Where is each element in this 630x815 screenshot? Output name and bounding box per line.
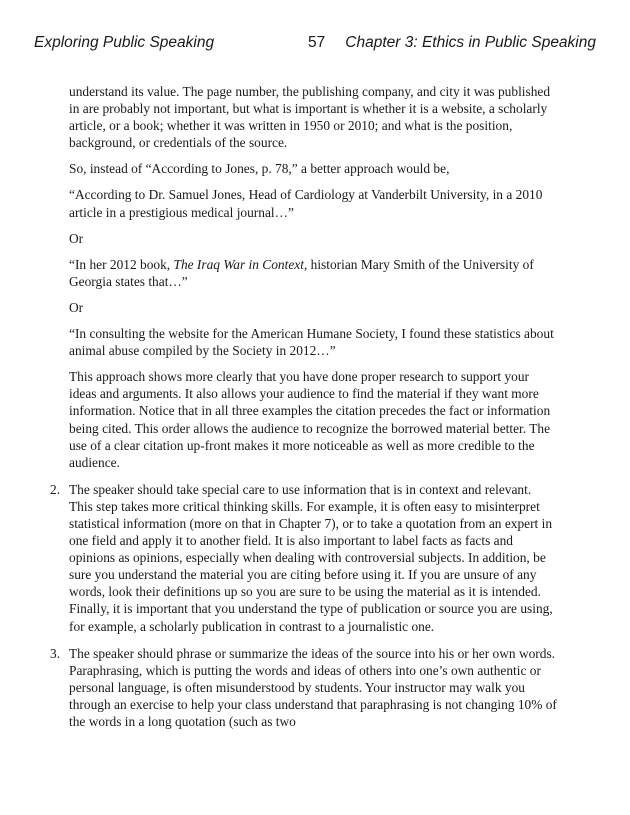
paragraph: So, instead of “According to Jones, p. 78,” a better approach would be,	[69, 161, 450, 177]
paragraph: This approach shows more clearly that you have done proper research to support your ideas and arguments. It also allows your audience to find the material if they want more information. Notice that in all three examples the citation precedes the fact or information being cited. This order allows the audience to recognize the borrowed material better. The use of a clear citation up-front makes it more noticeable as well as more credible to the audience.	[69, 369, 551, 470]
book-title-italic: The Iraq War in Context	[173, 256, 304, 272]
paragraph: understand its value. The page number, the publishing company, and city it was published in are probably not important, but what is important is whether it is a website, a scholarly article, or a book; whether it was written in 1950 or 2010; and what is the position, background, or credentials of the source.	[69, 84, 551, 151]
list-number: 2.	[50, 481, 61, 497]
list-item-text: The speaker should take special care to use information that is in context and relevant. This step takes more critical thinking skills. For example, it is often easy to misinterpret statistical information (more on that in Chapter 7), or to take a quotation from an expert in one field and apply it to another field. It is also important to label facts as facts and opinions as opinions, especially when dealing with controversial subjects. In addition, be sure you understand the material you are citing before using it. If you are unsure of any words, look their definitions up so you are sure to be using the material as it is intended. Finally, it is important that you understand the type of publication or source you are using, for example, a scholarly publication in contrast to a journalistic one.	[69, 481, 553, 634]
quote-text: , historian Mary Smith of the University of Georgia states that…”	[69, 256, 534, 289]
quote-text: “In her 2012 book,	[69, 256, 174, 272]
or-separator: Or	[69, 299, 84, 315]
book-title: Exploring Public Speaking	[34, 34, 215, 51]
list-item-text: The speaker should phrase or summarize the ideas of the source into his or her own words. Paraphrasing, which is putting the words and ideas of others into one’s own authentic or personal language, is often misunderstood by students. Your instructor may walk you through an exercise to help your class understand that paraphrasing is not changing 10% of the words in a long quotation (such as two	[69, 645, 557, 729]
or-separator: Or	[69, 230, 84, 246]
example-quote: “According to Dr. Samuel Jones, Head of Cardiology at Vanderbilt University, in a 2010 article in a prestigious medical journal…”	[69, 187, 543, 220]
page-number: 57	[308, 34, 326, 51]
numbered-list	[50, 481, 557, 730]
chapter-title: Chapter 3: Ethics in Public Speaking	[345, 34, 596, 51]
example-quote	[69, 256, 557, 290]
list-number: 3.	[50, 645, 61, 661]
list-item	[50, 645, 557, 730]
list-item	[50, 481, 557, 635]
body-text	[50, 83, 557, 730]
example-quote: “In consulting the website for the American Humane Society, I found these statistics about animal abuse compiled by the Society in 2012…”	[69, 326, 554, 359]
